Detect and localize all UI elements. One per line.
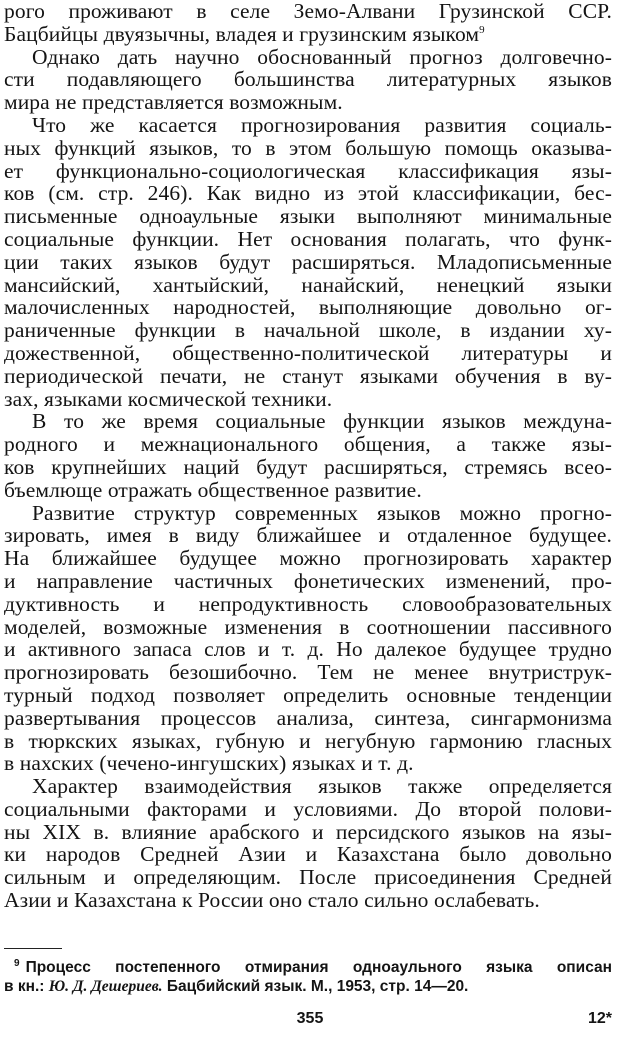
text-line: Развитие структур современных языков можно прогно- [32,500,612,525]
text-line: в нахских (чечено-ингушских) языках и т. д. [4,751,414,776]
text-line: родного и межнационального общения, а также язы- [4,432,612,457]
footnote-prefix: в кн.: [4,978,45,995]
text-line: На ближайшее будущее можно прогнозировать характер [4,546,612,571]
footnote-mark: 9 [14,957,20,969]
text-line: Что же касается прогнозирования развития социаль- [32,112,612,137]
footnote-line [4,958,612,977]
text-line: социальными факторами и условиями. До второй полови- [4,796,612,821]
paragraph [4,410,612,501]
text-line: ных функций языков, то в этом большую помощь оказыва- [4,135,612,160]
text-line: Азии и Казахстана к России оно стало сильно ослабевать. [4,888,540,913]
text-line: В то же время социальные функции языков междуна- [32,409,612,434]
paragraph [4,0,612,46]
text-line: прогнозировать безошибочно. Тем не менее внутриструк- [4,660,612,685]
text-line: и активного запаса слов и т. д. Но далекое будущее трудно [4,637,612,662]
text-line: раниченные функции в начальной школе, в издании ху- [4,318,612,343]
footnote-line [4,977,612,996]
paragraph [4,775,612,912]
text-line: бъемлюще отражать общественное развитие. [4,477,422,502]
text-line-content: Бацбийцы двуязычны, владея и грузинским языком [4,21,480,46]
text-line: дожественной, общественно-политической литературы и [4,340,612,365]
text-line: турный подход позволяет определить основные тенденции [4,682,612,707]
paragraph [4,114,612,410]
footnote-citation: Бацбийский язык. М., 1953, стр. 14—20. [166,978,469,995]
footnote-divider [4,948,62,949]
text-line: рого проживают в селе Земо-Алвани Грузинской ССР. [4,0,612,23]
text-line: малочисленных народностей, выполняющие довольно ог- [4,295,612,320]
text-line: Однако дать научно обоснованный прогноз долговечно- [32,44,612,69]
text-line: ны XIX в. влияние арабского и персидского языков на язы- [4,819,612,844]
text-line: мансийский, хантыйский, нанайский, ненецкий языки [4,272,612,297]
text-line: дуктивность и непродуктивность словообразовательных [4,591,612,616]
text-line: ции таких языков будут расширяться. Младописьменные [4,249,612,274]
text-line: моделей, возможные изменения в соотношении пассивного [4,614,612,639]
text-line: Характер взаимодействия языков также определяется [32,774,612,799]
page-body [4,0,612,912]
text-line: ков крупнейших наций будут расширяться, стремясь всео- [4,454,612,479]
text-line [4,23,612,46]
printer-signature: 12* [587,1010,612,1027]
paragraph [4,502,612,776]
text-line: сти подавляющего большинства литературных языков [4,67,612,92]
text-line: зах, языками космической техники. [4,386,333,411]
footnote-author: Ю. Д. Дешериев. [48,978,163,995]
text-line: ет функционально-социологическая классификация язы- [4,158,612,183]
footnote-text: Процесс постепенного отмирания одноаульного языка описан [25,959,612,976]
text-line: сильным и определяющим. После присоединения Средней [4,865,612,890]
text-line: социальные функции. Нет основания полагать, что функ- [4,226,612,251]
text-line: развертывания процессов анализа, синтеза, сингармонизма [4,705,612,730]
text-line: письменные одноаульные языки выполняют минимальные [4,204,612,229]
text-line: мира не представляется возможным. [4,90,343,115]
text-line: в тюркских языках, губную и негубную гармонию гласных [4,728,612,753]
text-line: ки народов Средней Азии и Казахстана было довольно [4,842,612,867]
footnote [4,958,612,996]
footnote-reference: 9 [479,23,485,36]
text-line: зировать, имея в виду ближайшее и отдаленное будущее. [4,523,612,548]
text-line: периодической печати, не станут языками обучения в ву- [4,363,612,388]
text-line: и направление частичных фонетических изменений, про- [4,568,612,593]
paragraph [4,46,612,114]
page-number: 355 [296,1010,324,1027]
text-line: ков (см. стр. 246). Как видно из этой классификации, бес- [4,181,612,206]
